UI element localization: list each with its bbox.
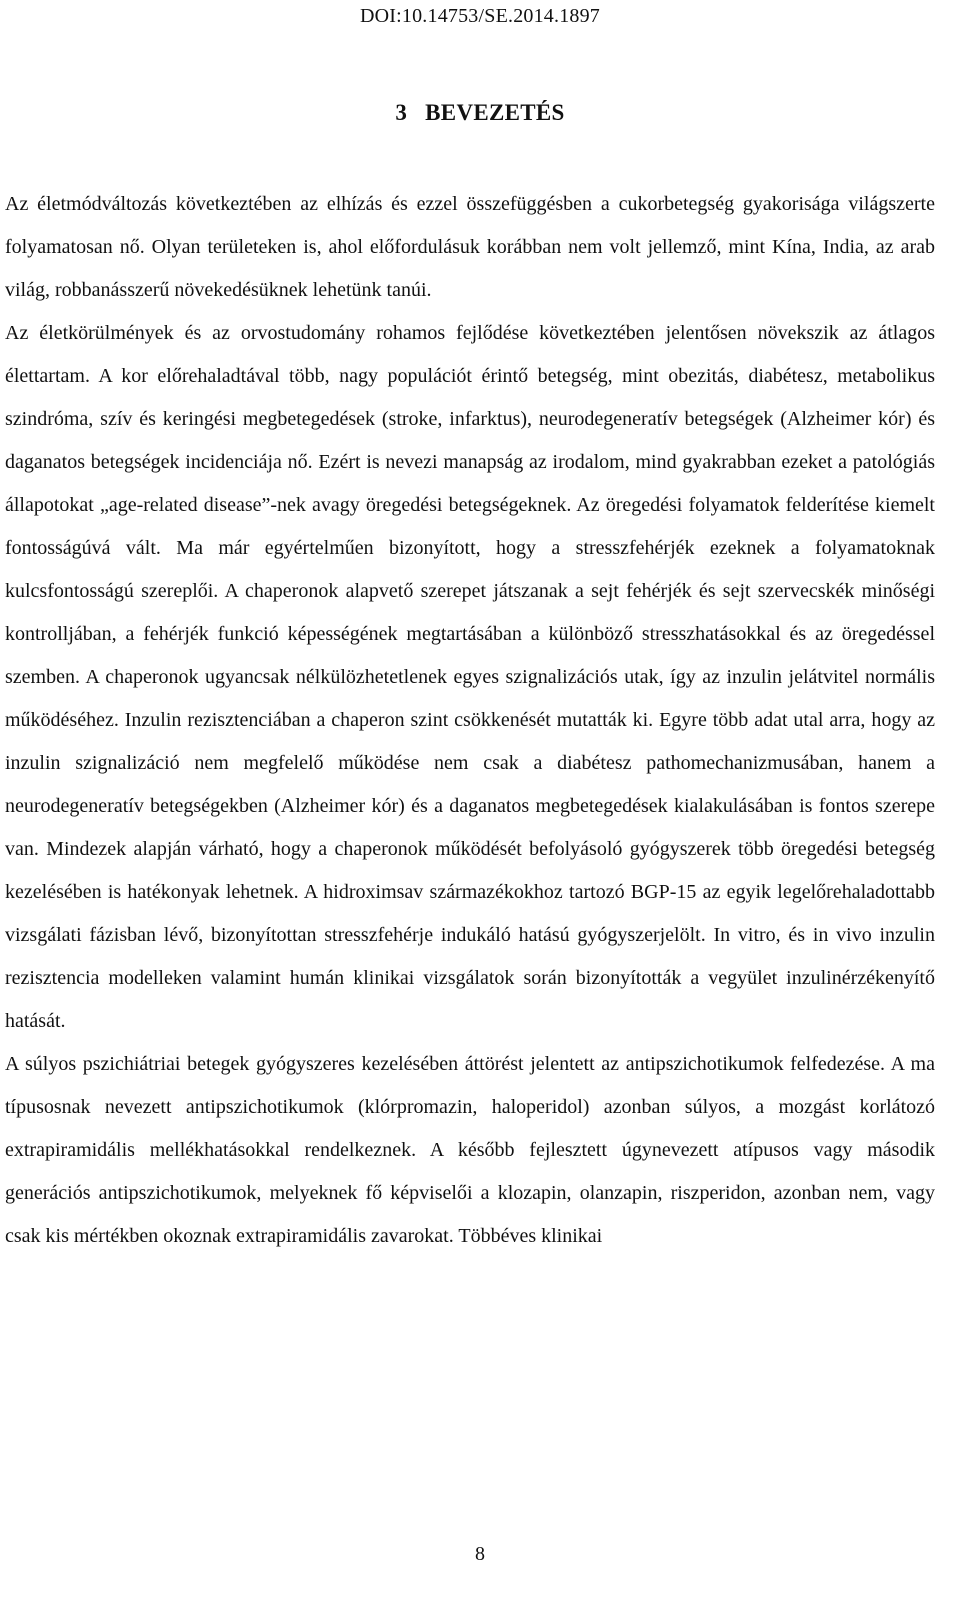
- section-number: 3: [395, 100, 408, 125]
- doi-header: DOI:10.14753/SE.2014.1897: [360, 5, 600, 27]
- paragraph-intro: Az életmódváltozás következtében az elhízás és ezzel összefüggésben a cukorbetegség gyakorisága világszerte folyamatosan nő. Olyan területeken is, ahol előfordulásuk korábban nem volt jellemző, mint Kína, India, az arab világ, robbanásszerű növekedésüknek lehetünk tanúi.: [5, 193, 935, 301]
- section-heading: [0, 98, 960, 128]
- page-number: 8: [475, 1543, 485, 1565]
- section-title: BEVEZETÉS: [425, 100, 565, 125]
- body-text: [5, 183, 935, 1258]
- paragraph-aging: Az életkörülmények és az orvostudomány rohamos fejlődése következtében jelentősen növekszik az átlagos élettartam. A kor előrehaladtával több, nagy populációt érintő betegség, mint obezitás, diabétesz, metabolikus szindróma, szív és keringési megbetegedések (stroke, infarktus), neurodegeneratív betegségek (Alzheimer kór) és daganatos betegségek incidenciája nő. Ezért is nevezi manapság az irodalom, mind gyakrabban ezeket a patológiás állapotokat „age-related disease”-nek avagy öregedési betegségeknek. Az öregedési folyamatok felderítése kiemelt fontosságúvá vált. Ma már egyértelműen bizonyított, hogy a stresszfehérjék ezeknek a folyamatoknak kulcsfontosságú szereplői. A chaperonok alapvető szerepet játszanak a sejt fehérjék és sejt szervecskék minőségi kontrolljában, a fehérjék funkció képességének megtartásában a különböző stresszhatásokkal és az öregedéssel szemben. A chaperonok ugyancsak nélkülözhetetlenek egyes szignalizációs utak, így az inzulin jelátvitel normális működéséhez. Inzulin rezisztenciában a chaperon szint csökkenését mutatták ki. Egyre több adat utal arra, hogy az inzulin szignalizáció nem megfelelő működése nem csak a diabétesz pathomechanizmusában, hanem a neurodegeneratív betegségekben (Alzheimer kór) és a daganatos megbetegedések kialakulásában is fontos szerepe van. Mindezek alapján várható, hogy a chaperonok működését befolyásoló gyógyszerek több öregedési betegség kezelésében is hatékonyak lehetnek. A hidroximsav származékokhoz tartozó BGP-15 az egyik legelőrehaladottabb vizsgálati fázisban lévő, bizonyítottan stresszfehérje indukáló hatású gyógyszerjelölt. In vitro, és in vivo inzulin rezisztencia modelleken valamint humán klinikai vizsgálatok során bizonyították a vegyület inzulinérzékenyítő hatását.: [5, 322, 935, 1032]
- paragraph-antipsychotics: A súlyos pszichiátriai betegek gyógyszeres kezelésében áttörést jelentett az antipszichotikumok felfedezése. A ma típusosnak nevezett antipszichotikumok (klórpromazin, haloperidol) azonban súlyos, a mozgást korlátozó extrapiramidális mellékhatásokkal rendelkeznek. A később fejlesztett úgynevezett atípusos vagy második generációs antipszichotikumok, melyeknek fő képviselői a klozapin, olanzapin, riszperidon, azonban nem, vagy csak kis mértékben okoznak extrapiramidális zavarokat. Többéves klinikai: [5, 1053, 935, 1247]
